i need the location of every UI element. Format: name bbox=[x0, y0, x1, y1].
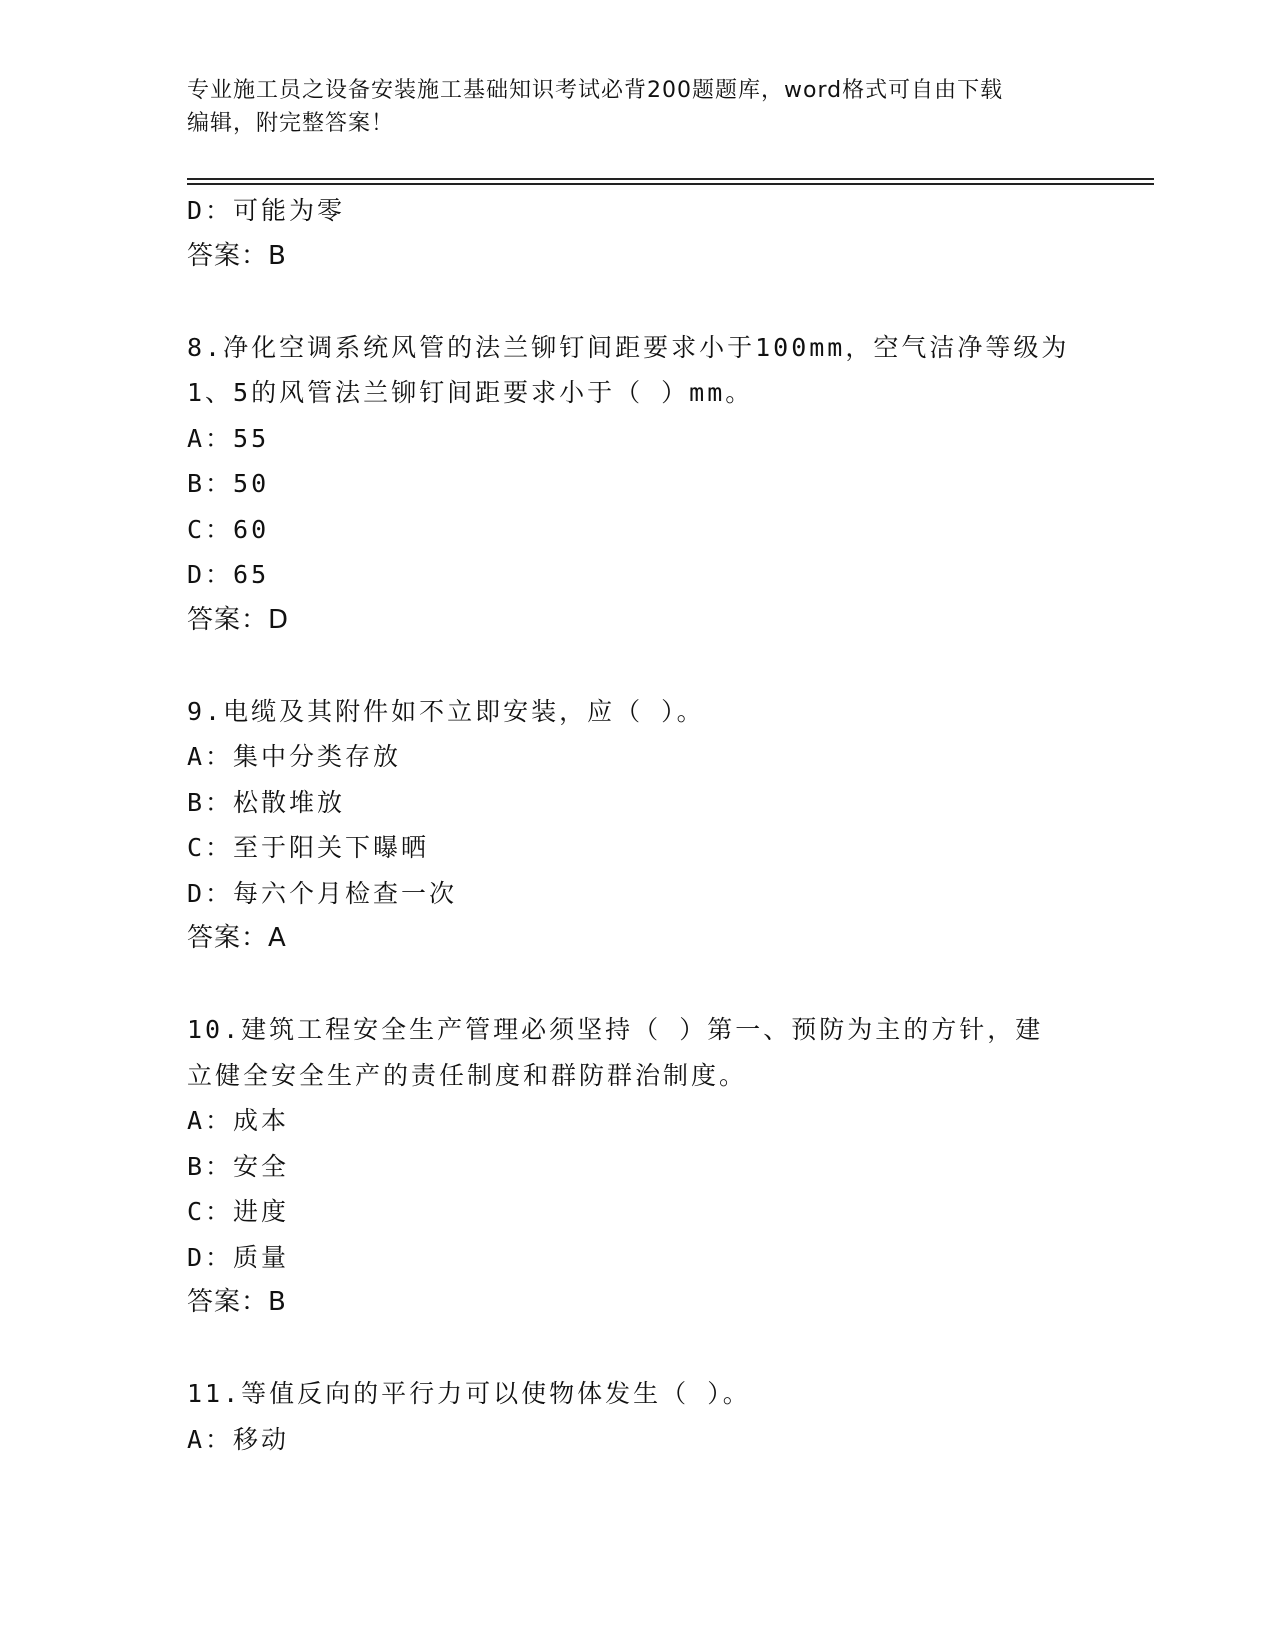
option-c: C：60 bbox=[187, 514, 270, 544]
option-c: C：进度 bbox=[187, 1197, 290, 1226]
question-text-line-2: 1、5的风管法兰铆钉间距要求小于（ ）mm。 bbox=[187, 378, 754, 407]
header-divider-bottom bbox=[187, 183, 1154, 185]
question-list bbox=[187, 188, 1087, 1462]
option-a: A：成本 bbox=[187, 1106, 290, 1135]
option-b: B：50 bbox=[187, 469, 270, 498]
question-block bbox=[187, 1371, 1087, 1462]
answer-line: 答案：A bbox=[187, 923, 287, 953]
header-divider-top bbox=[187, 178, 1154, 180]
option-b: B：松散堆放 bbox=[187, 787, 346, 817]
option-d: D：可能为零 bbox=[187, 196, 346, 225]
option-d: D：65 bbox=[187, 560, 270, 589]
question-block bbox=[187, 325, 1087, 644]
question-text-line-1: 10.建筑工程安全生产管理必须坚持（ ）第一、预防为主的方针，建 bbox=[187, 1015, 1044, 1044]
option-d: D：每六个月检查一次 bbox=[187, 878, 458, 908]
question-text-line-2: 立健全安全生产的责任制度和群防群治制度。 bbox=[187, 1060, 748, 1090]
answer-line: 答案：B bbox=[187, 1287, 287, 1317]
option-b: B：安全 bbox=[187, 1151, 290, 1181]
option-c: C：至于阳关下曝晒 bbox=[187, 833, 430, 862]
option-d: D：质量 bbox=[187, 1242, 290, 1272]
document-header bbox=[187, 74, 1067, 140]
question-block bbox=[187, 689, 1087, 962]
header-line-1: 专业施工员之设备安装施工基础知识考试必背200题题库，word格式可自由下载 bbox=[187, 78, 1004, 103]
answer-line: 答案：B bbox=[187, 240, 287, 271]
question-text-line-1: 8.净化空调系统风管的法兰铆钉间距要求小于100mm，空气洁净等级为 bbox=[187, 332, 1070, 362]
question-block bbox=[187, 1007, 1087, 1326]
option-a: A：55 bbox=[187, 423, 270, 453]
option-a: A：移动 bbox=[187, 1424, 290, 1454]
question-text-line-1: 11.等值反向的平行力可以使物体发生（ ）。 bbox=[187, 1379, 751, 1408]
option-a: A：集中分类存放 bbox=[187, 742, 402, 771]
header-line-2: 编辑，附完整答案！ bbox=[187, 111, 395, 136]
answer-line: 答案：D bbox=[187, 604, 290, 635]
question-block bbox=[187, 188, 1087, 279]
question-text-line-1: 9.电缆及其附件如不立即安装，应（ ）。 bbox=[187, 696, 705, 726]
